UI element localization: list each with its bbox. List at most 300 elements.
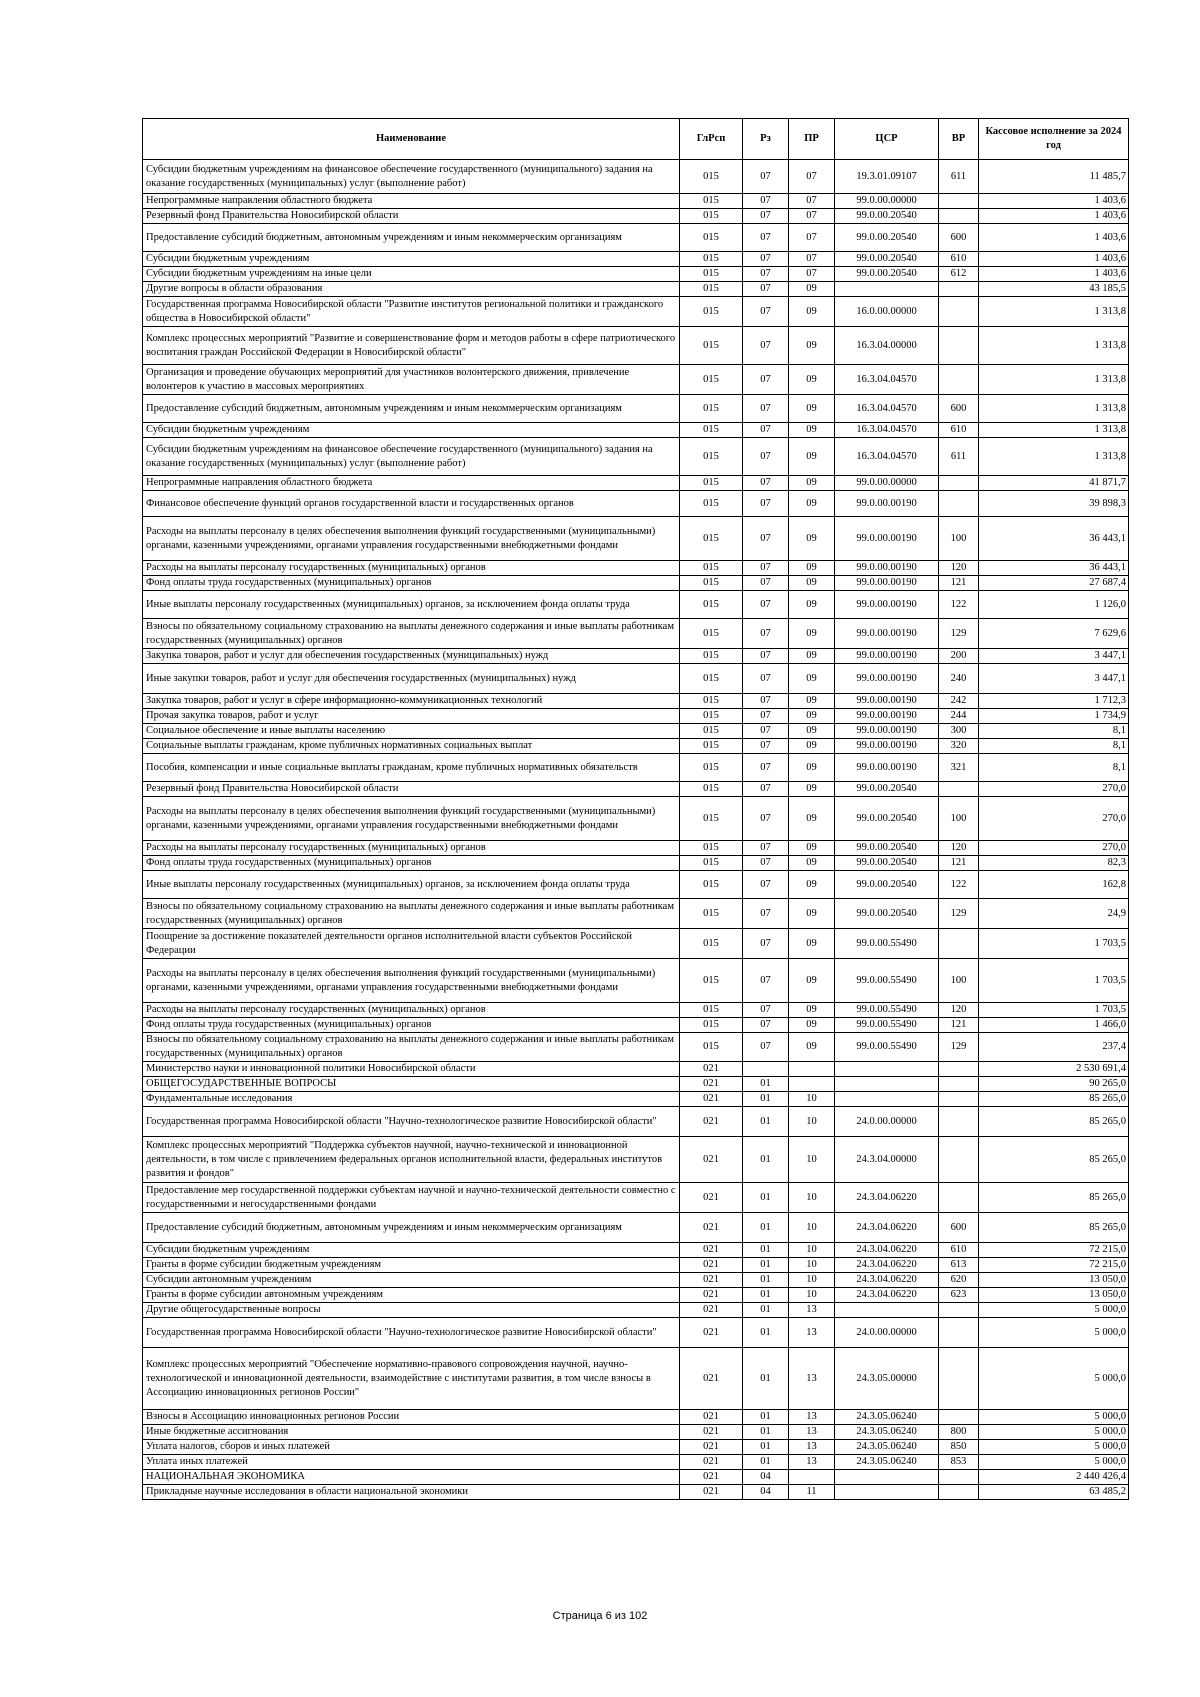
cell-rz: 07 (743, 739, 789, 754)
cell-vr: 121 (939, 576, 979, 591)
cell-glrsp: 015 (680, 327, 743, 365)
table-row (143, 1273, 1129, 1288)
cell-pr: 13 (789, 1303, 835, 1318)
cell-name: Субсидии бюджетным учреждениям на финансовое обеспечение государственного (муниципального) задания на оказание государственных (муниципальных) услуг (выполнение работ) (143, 438, 680, 476)
cell-pr: 09 (789, 649, 835, 664)
cell-pr: 07 (789, 224, 835, 252)
cell-rz: 07 (743, 754, 789, 782)
cell-name: Расходы на выплаты персоналу государственных (муниципальных) органов (143, 561, 680, 576)
cell-vr: 620 (939, 1273, 979, 1288)
cell-rz: 07 (743, 724, 789, 739)
cell-csr: 24.3.05.00000 (835, 1348, 939, 1410)
cell-glrsp: 021 (680, 1107, 743, 1137)
budget-table (142, 118, 1129, 1500)
cell-csr: 99.0.00.00190 (835, 561, 939, 576)
cell-csr (835, 1303, 939, 1318)
cell-rz: 07 (743, 1018, 789, 1033)
cell-amount: 1 313,8 (979, 438, 1129, 476)
cell-vr (939, 209, 979, 224)
cell-vr (939, 1092, 979, 1107)
cell-rz: 07 (743, 327, 789, 365)
cell-amount: 1 703,5 (979, 1003, 1129, 1018)
table-row (143, 327, 1129, 365)
cell-rz: 01 (743, 1440, 789, 1455)
table-row (143, 1033, 1129, 1062)
cell-rz: 07 (743, 1033, 789, 1062)
cell-rz: 07 (743, 1003, 789, 1018)
cell-name: Субсидии бюджетным учреждениям на иные цели (143, 267, 680, 282)
cell-vr (939, 929, 979, 959)
header-rz: Рз (743, 119, 789, 160)
cell-rz: 01 (743, 1425, 789, 1440)
cell-glrsp: 021 (680, 1485, 743, 1500)
cell-name: Субсидии бюджетным учреждениям (143, 1243, 680, 1258)
cell-name: НАЦИОНАЛЬНАЯ ЭКОНОМИКА (143, 1470, 680, 1485)
cell-glrsp: 021 (680, 1183, 743, 1213)
cell-name: Иные закупки товаров, работ и услуг для обеспечения государственных (муниципальных) нужд (143, 664, 680, 694)
cell-amount: 1 126,0 (979, 591, 1129, 619)
cell-pr (789, 1077, 835, 1092)
cell-csr (835, 1092, 939, 1107)
cell-glrsp: 015 (680, 797, 743, 841)
cell-amount: 11 485,7 (979, 160, 1129, 194)
cell-name: Резервный фонд Правительства Новосибирской области (143, 209, 680, 224)
cell-name: Резервный фонд Правительства Новосибирской области (143, 782, 680, 797)
cell-amount: 5 000,0 (979, 1440, 1129, 1455)
cell-pr: 13 (789, 1455, 835, 1470)
cell-csr: 16.3.04.04570 (835, 395, 939, 423)
cell-vr (939, 1410, 979, 1425)
cell-amount: 162,8 (979, 871, 1129, 899)
cell-name: Субсидии бюджетным учреждениям (143, 423, 680, 438)
cell-name: Уплата налогов, сборов и иных платежей (143, 1440, 680, 1455)
cell-rz: 01 (743, 1258, 789, 1273)
cell-name: Фонд оплаты труда государственных (муниципальных) органов (143, 856, 680, 871)
cell-amount: 8,1 (979, 724, 1129, 739)
cell-rz: 07 (743, 664, 789, 694)
cell-amount: 1 403,6 (979, 267, 1129, 282)
table-body (143, 160, 1129, 1500)
cell-amount: 5 000,0 (979, 1303, 1129, 1318)
cell-rz: 01 (743, 1288, 789, 1303)
cell-rz: 07 (743, 267, 789, 282)
cell-amount: 270,0 (979, 782, 1129, 797)
cell-rz: 01 (743, 1303, 789, 1318)
cell-pr: 10 (789, 1243, 835, 1258)
cell-vr (939, 282, 979, 297)
cell-glrsp: 015 (680, 929, 743, 959)
cell-pr: 07 (789, 194, 835, 209)
cell-name: Комплекс процессных мероприятий "Обеспечение нормативно-правового сопровождения научной, научно-технологической и инновационной деятельности, взаимодействие с институтами развития, в том числе взносы в Ассоциацию инновационных регионов России" (143, 1348, 680, 1410)
cell-csr: 99.0.00.20540 (835, 871, 939, 899)
header-glrsp: ГлРсп (680, 119, 743, 160)
cell-amount: 3 447,1 (979, 664, 1129, 694)
table-row (143, 491, 1129, 517)
cell-rz: 01 (743, 1107, 789, 1137)
cell-glrsp: 015 (680, 754, 743, 782)
cell-csr: 99.0.00.00190 (835, 576, 939, 591)
cell-rz: 07 (743, 782, 789, 797)
cell-vr: 300 (939, 724, 979, 739)
cell-vr: 129 (939, 619, 979, 649)
cell-rz: 07 (743, 619, 789, 649)
cell-csr: 99.0.00.20540 (835, 899, 939, 929)
cell-csr: 16.0.00.00000 (835, 297, 939, 327)
cell-vr: 120 (939, 841, 979, 856)
cell-glrsp: 021 (680, 1410, 743, 1425)
cell-csr (835, 1077, 939, 1092)
cell-name: Взносы по обязательному социальному страхованию на выплаты денежного содержания и иные выплаты работникам государственных (муниципальных) органов (143, 1033, 680, 1062)
cell-glrsp: 021 (680, 1092, 743, 1107)
table-row (143, 1213, 1129, 1243)
cell-glrsp: 015 (680, 561, 743, 576)
cell-rz: 01 (743, 1243, 789, 1258)
cell-csr (835, 1062, 939, 1077)
table-row (143, 438, 1129, 476)
cell-csr: 24.3.04.06220 (835, 1213, 939, 1243)
cell-pr: 09 (789, 619, 835, 649)
cell-csr (835, 1485, 939, 1500)
cell-vr (939, 1303, 979, 1318)
cell-name: Другие общегосударственные вопросы (143, 1303, 680, 1318)
cell-glrsp: 015 (680, 694, 743, 709)
cell-amount: 43 185,5 (979, 282, 1129, 297)
cell-pr: 09 (789, 664, 835, 694)
cell-name: Закупка товаров, работ и услуг в сфере информационно-коммуникационных технологий (143, 694, 680, 709)
cell-csr: 99.0.00.20540 (835, 267, 939, 282)
table-row (143, 1485, 1129, 1500)
cell-glrsp: 015 (680, 1033, 743, 1062)
cell-name: Прикладные научные исследования в области национальной экономики (143, 1485, 680, 1500)
cell-glrsp: 015 (680, 1018, 743, 1033)
cell-amount: 1 703,5 (979, 959, 1129, 1003)
table-row (143, 561, 1129, 576)
cell-glrsp: 021 (680, 1243, 743, 1258)
cell-rz: 01 (743, 1273, 789, 1288)
cell-csr: 99.0.00.00000 (835, 194, 939, 209)
cell-glrsp: 021 (680, 1258, 743, 1273)
cell-rz: 04 (743, 1485, 789, 1500)
cell-vr: 120 (939, 561, 979, 576)
cell-name: Уплата иных платежей (143, 1455, 680, 1470)
cell-glrsp: 021 (680, 1213, 743, 1243)
cell-amount: 85 265,0 (979, 1137, 1129, 1183)
table-row (143, 1018, 1129, 1033)
cell-amount: 1 313,8 (979, 423, 1129, 438)
cell-glrsp: 015 (680, 267, 743, 282)
cell-vr: 611 (939, 160, 979, 194)
cell-rz: 01 (743, 1318, 789, 1348)
table-row (143, 224, 1129, 252)
cell-pr: 10 (789, 1258, 835, 1273)
cell-vr: 200 (939, 649, 979, 664)
cell-glrsp: 021 (680, 1288, 743, 1303)
cell-amount: 5 000,0 (979, 1455, 1129, 1470)
table-row (143, 797, 1129, 841)
cell-vr (939, 194, 979, 209)
cell-pr: 09 (789, 491, 835, 517)
cell-rz: 07 (743, 224, 789, 252)
table-row (143, 1107, 1129, 1137)
cell-pr: 07 (789, 267, 835, 282)
cell-amount: 1 403,6 (979, 252, 1129, 267)
cell-amount: 1 313,8 (979, 297, 1129, 327)
cell-glrsp: 015 (680, 724, 743, 739)
cell-glrsp: 021 (680, 1062, 743, 1077)
table-row (143, 576, 1129, 591)
cell-name: Социальное обеспечение и иные выплаты населению (143, 724, 680, 739)
cell-name: Предоставление субсидий бюджетным, автономным учреждениям и иным некоммерческим организациям (143, 395, 680, 423)
cell-amount: 7 629,6 (979, 619, 1129, 649)
table-row (143, 517, 1129, 561)
cell-rz: 07 (743, 591, 789, 619)
cell-glrsp: 015 (680, 365, 743, 395)
cell-pr: 07 (789, 160, 835, 194)
cell-name: Непрограммные направления областного бюджета (143, 476, 680, 491)
cell-name: Поощрение за достижение показателей деятельности органов исполнительной власти субъектов Российской Федерации (143, 929, 680, 959)
cell-glrsp: 015 (680, 709, 743, 724)
cell-amount: 1 712,3 (979, 694, 1129, 709)
cell-amount: 24,9 (979, 899, 1129, 929)
table-row (143, 209, 1129, 224)
cell-vr: 120 (939, 1003, 979, 1018)
table-row (143, 297, 1129, 327)
table-row (143, 856, 1129, 871)
cell-csr: 99.0.00.00000 (835, 476, 939, 491)
cell-vr: 612 (939, 267, 979, 282)
cell-vr: 122 (939, 871, 979, 899)
cell-name: Фонд оплаты труда государственных (муниципальных) органов (143, 576, 680, 591)
cell-vr: 100 (939, 797, 979, 841)
cell-pr: 10 (789, 1137, 835, 1183)
cell-glrsp: 015 (680, 576, 743, 591)
cell-name: Государственная программа Новосибирской области "Развитие институтов региональной политики и гражданского общества в Новосибирской области" (143, 297, 680, 327)
cell-glrsp: 015 (680, 856, 743, 871)
table-row (143, 160, 1129, 194)
table-row (143, 1062, 1129, 1077)
cell-amount: 8,1 (979, 754, 1129, 782)
table-row (143, 1243, 1129, 1258)
table-row (143, 267, 1129, 282)
cell-pr: 13 (789, 1348, 835, 1410)
cell-pr: 13 (789, 1410, 835, 1425)
cell-amount: 8,1 (979, 739, 1129, 754)
cell-amount: 1 403,6 (979, 209, 1129, 224)
table-row (143, 709, 1129, 724)
cell-pr: 09 (789, 1033, 835, 1062)
cell-csr: 99.0.00.00190 (835, 724, 939, 739)
cell-rz (743, 1062, 789, 1077)
cell-pr: 09 (789, 517, 835, 561)
cell-glrsp: 015 (680, 395, 743, 423)
cell-name: Взносы по обязательному социальному страхованию на выплаты денежного содержания и иные выплаты работникам государственных (муниципальных) органов (143, 619, 680, 649)
cell-name: Предоставление субсидий бюджетным, автономным учреждениям и иным некоммерческим организациям (143, 224, 680, 252)
cell-pr: 09 (789, 724, 835, 739)
cell-glrsp: 015 (680, 899, 743, 929)
cell-vr (939, 1318, 979, 1348)
cell-pr: 09 (789, 438, 835, 476)
cell-glrsp: 021 (680, 1077, 743, 1092)
cell-vr: 100 (939, 959, 979, 1003)
table-row (143, 1077, 1129, 1092)
cell-rz: 07 (743, 209, 789, 224)
cell-glrsp: 015 (680, 297, 743, 327)
cell-csr: 24.3.04.00000 (835, 1137, 939, 1183)
cell-csr: 99.0.00.20540 (835, 252, 939, 267)
cell-csr (835, 1470, 939, 1485)
cell-pr: 09 (789, 841, 835, 856)
cell-rz: 07 (743, 160, 789, 194)
table-row (143, 664, 1129, 694)
table-row (143, 1425, 1129, 1440)
cell-csr: 99.0.00.00190 (835, 619, 939, 649)
cell-amount: 1 466,0 (979, 1018, 1129, 1033)
cell-name: ОБЩЕГОСУДАРСТВЕННЫЕ ВОПРОСЫ (143, 1077, 680, 1092)
cell-csr: 99.0.00.00190 (835, 491, 939, 517)
cell-vr: 100 (939, 517, 979, 561)
cell-amount: 3 447,1 (979, 649, 1129, 664)
cell-vr (939, 1062, 979, 1077)
cell-glrsp: 021 (680, 1425, 743, 1440)
cell-amount: 270,0 (979, 841, 1129, 856)
cell-rz: 07 (743, 491, 789, 517)
cell-pr: 13 (789, 1425, 835, 1440)
cell-vr (939, 297, 979, 327)
cell-csr: 99.0.00.55490 (835, 1033, 939, 1062)
cell-vr (939, 1348, 979, 1410)
cell-csr: 99.0.00.00190 (835, 709, 939, 724)
cell-name: Расходы на выплаты персоналу государственных (муниципальных) органов (143, 1003, 680, 1018)
table-row (143, 423, 1129, 438)
cell-rz: 07 (743, 856, 789, 871)
cell-glrsp: 015 (680, 491, 743, 517)
cell-vr: 613 (939, 1258, 979, 1273)
table-row (143, 1183, 1129, 1213)
cell-rz: 07 (743, 517, 789, 561)
cell-glrsp: 015 (680, 252, 743, 267)
cell-amount: 13 050,0 (979, 1273, 1129, 1288)
cell-amount: 5 000,0 (979, 1318, 1129, 1348)
cell-amount: 1 313,8 (979, 365, 1129, 395)
cell-glrsp: 015 (680, 517, 743, 561)
cell-glrsp: 015 (680, 282, 743, 297)
cell-rz: 07 (743, 252, 789, 267)
cell-csr: 99.0.00.20540 (835, 209, 939, 224)
cell-rz: 01 (743, 1137, 789, 1183)
cell-amount: 63 485,2 (979, 1485, 1129, 1500)
document-page (142, 118, 1128, 1500)
cell-name: Расходы на выплаты персоналу в целях обеспечения выполнения функций государственными (муниципальными) органами, казенными учреждениями, органами управления государственными внебюджетными фондами (143, 959, 680, 1003)
table-row (143, 649, 1129, 664)
cell-rz: 01 (743, 1183, 789, 1213)
table-row (143, 1303, 1129, 1318)
cell-csr: 24.3.04.06220 (835, 1183, 939, 1213)
table-row (143, 194, 1129, 209)
table-row (143, 252, 1129, 267)
cell-vr: 850 (939, 1440, 979, 1455)
table-row (143, 1440, 1129, 1455)
table-row (143, 724, 1129, 739)
cell-rz: 07 (743, 365, 789, 395)
cell-csr: 16.3.04.04570 (835, 423, 939, 438)
cell-csr: 99.0.00.00190 (835, 664, 939, 694)
cell-glrsp: 015 (680, 619, 743, 649)
cell-pr: 07 (789, 252, 835, 267)
cell-pr: 09 (789, 576, 835, 591)
header-csr: ЦСР (835, 119, 939, 160)
cell-vr (939, 1077, 979, 1092)
cell-name: Государственная программа Новосибирской области "Научно-технологическое развитие Новосибирской области" (143, 1318, 680, 1348)
cell-vr (939, 327, 979, 365)
cell-vr: 610 (939, 423, 979, 438)
cell-vr: 600 (939, 395, 979, 423)
cell-pr: 09 (789, 856, 835, 871)
table-row (143, 1258, 1129, 1273)
cell-pr: 09 (789, 591, 835, 619)
cell-csr: 99.0.00.00190 (835, 694, 939, 709)
cell-rz: 01 (743, 1455, 789, 1470)
cell-csr: 24.3.04.06220 (835, 1258, 939, 1273)
cell-pr: 09 (789, 754, 835, 782)
cell-rz: 07 (743, 694, 789, 709)
cell-rz: 07 (743, 282, 789, 297)
cell-glrsp: 015 (680, 476, 743, 491)
cell-amount: 1 313,8 (979, 327, 1129, 365)
cell-vr: 623 (939, 1288, 979, 1303)
cell-amount: 13 050,0 (979, 1288, 1129, 1303)
cell-rz: 07 (743, 797, 789, 841)
cell-name: Министерство науки и инновационной политики Новосибирской области (143, 1062, 680, 1077)
cell-name: Субсидии автономным учреждениям (143, 1273, 680, 1288)
cell-csr: 16.3.04.04570 (835, 438, 939, 476)
cell-csr: 99.0.00.00190 (835, 754, 939, 782)
cell-glrsp: 015 (680, 782, 743, 797)
cell-name: Предоставление мер государственной поддержки субъектам научной и научно-технической деятельности совместно с государственными и негосударственными фондами (143, 1183, 680, 1213)
cell-pr: 09 (789, 797, 835, 841)
cell-amount: 1 403,6 (979, 194, 1129, 209)
cell-vr: 600 (939, 224, 979, 252)
cell-name: Субсидии бюджетным учреждениям на финансовое обеспечение государственного (муниципального) задания на оказание государственных (муниципальных) услуг (выполнение работ) (143, 160, 680, 194)
cell-pr: 07 (789, 209, 835, 224)
cell-pr: 09 (789, 929, 835, 959)
cell-vr (939, 1485, 979, 1500)
cell-pr: 10 (789, 1288, 835, 1303)
cell-rz: 01 (743, 1092, 789, 1107)
cell-vr: 244 (939, 709, 979, 724)
cell-amount: 5 000,0 (979, 1410, 1129, 1425)
cell-glrsp: 021 (680, 1303, 743, 1318)
table-row (143, 929, 1129, 959)
table-row (143, 782, 1129, 797)
cell-csr: 24.3.05.06240 (835, 1455, 939, 1470)
cell-amount: 72 215,0 (979, 1243, 1129, 1258)
cell-amount: 270,0 (979, 797, 1129, 841)
cell-amount: 2 440 426,4 (979, 1470, 1129, 1485)
cell-pr: 09 (789, 423, 835, 438)
cell-amount: 36 443,1 (979, 517, 1129, 561)
cell-csr: 99.0.00.00190 (835, 591, 939, 619)
cell-glrsp: 015 (680, 591, 743, 619)
cell-csr: 24.3.04.06220 (835, 1288, 939, 1303)
cell-rz: 07 (743, 649, 789, 664)
cell-vr (939, 476, 979, 491)
cell-amount: 1 403,6 (979, 224, 1129, 252)
cell-pr: 09 (789, 297, 835, 327)
cell-csr: 99.0.00.55490 (835, 959, 939, 1003)
cell-amount: 90 265,0 (979, 1077, 1129, 1092)
cell-glrsp: 015 (680, 871, 743, 899)
cell-vr: 240 (939, 664, 979, 694)
